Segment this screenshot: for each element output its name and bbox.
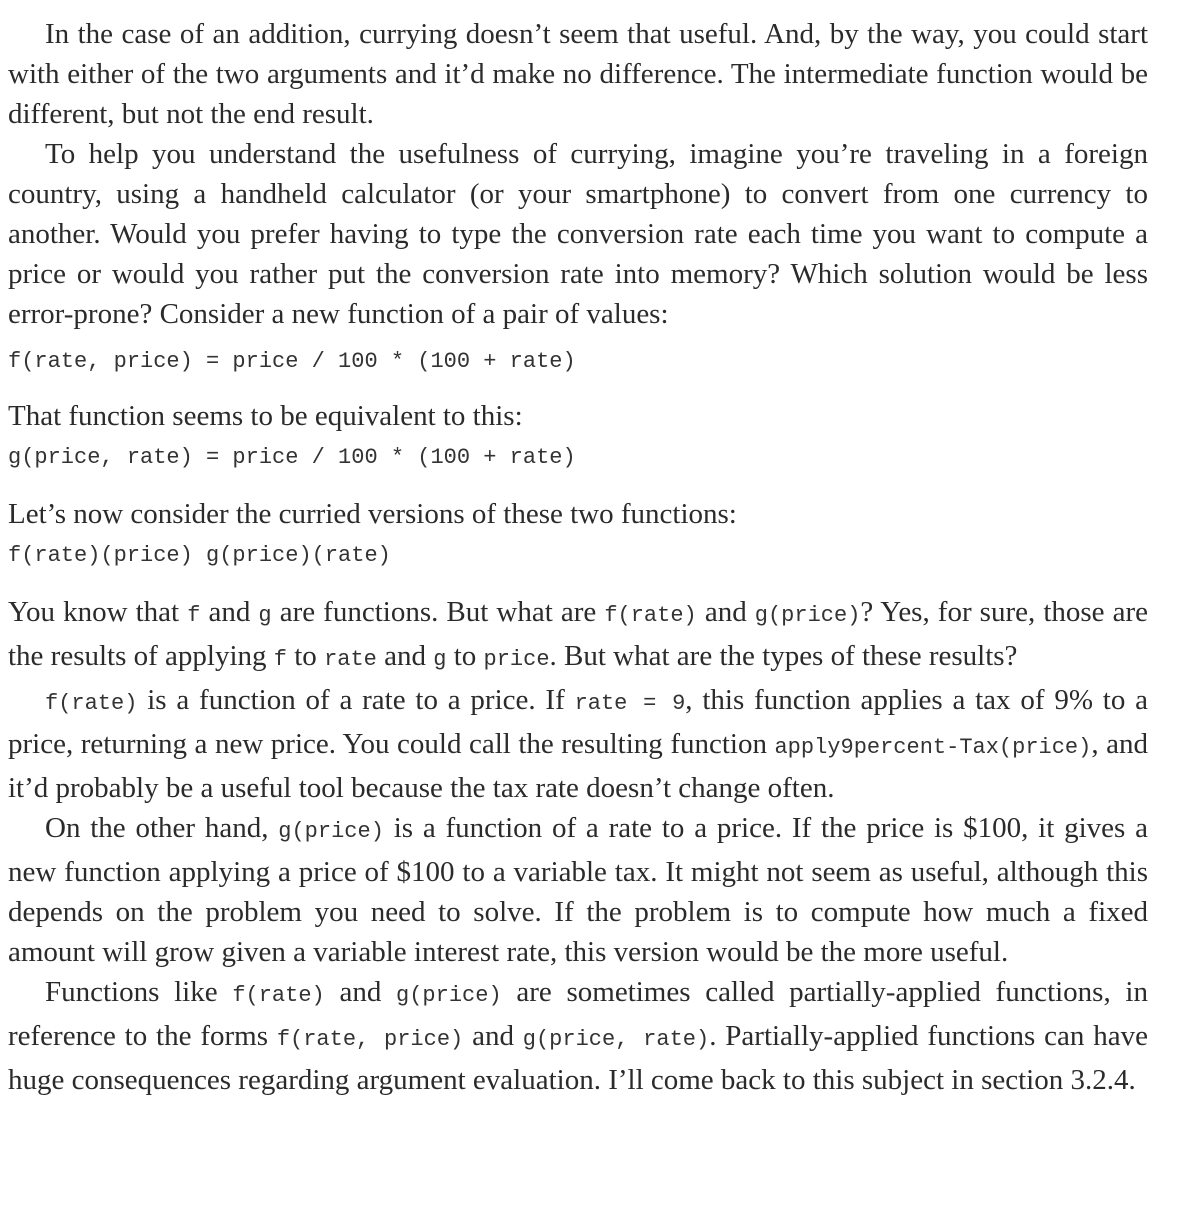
inline-code: f(rate, price) (276, 1027, 464, 1052)
text-run: On the other hand, (45, 812, 279, 844)
text-run: is a function of a rate to a price. If (137, 684, 575, 716)
inline-code: f(rate) (604, 603, 697, 628)
inline-code: rate (324, 647, 377, 672)
inline-code: f (187, 603, 201, 628)
text-run: . But what are the types of these results? (549, 640, 1018, 672)
text-run: to (287, 640, 325, 672)
text-run: ? Yes, for sure, those are the results of applying (8, 596, 1149, 672)
inline-code: price (483, 647, 550, 672)
paragraph-function-types (8, 592, 1148, 680)
code-f-rate-price: f(rate, price) = price / 100 * (100 + rate) (8, 349, 576, 374)
text-run: Functions like (45, 976, 233, 1008)
text-run: , and it’d probably be a useful tool because the tax rate doesn’t change often. (8, 728, 1148, 804)
paragraph-equivalent: That function seems to be equivalent to this: (8, 400, 523, 432)
paragraph-g-price (8, 808, 1148, 972)
text-run: and (200, 596, 259, 628)
text-run: and (463, 1020, 523, 1052)
text-run: You know that (8, 596, 188, 628)
paragraph-currency-example: To help you understand the usefulness of currying, imagine you’re traveling in a foreign country, using a handheld calculator (or your smartphone) to convert from one currency to another. Would you prefer having to type the conversion rate each time you want to compute a price or would you rather put the conversion rate into memory? Which solution would be less error-prone? Consider a new function of a pair of values: (8, 138, 1148, 330)
text-run: and (376, 640, 434, 672)
inline-code: f(rate) (45, 691, 138, 716)
text-run: , this function applies a tax of 9% to a price, returning a new price. You could call the resulting function (8, 684, 1149, 760)
inline-code: g(price) (754, 603, 861, 628)
paragraph-curried-versions: Let’s now consider the curried versions of these two functions: (8, 498, 737, 530)
code-g-price-rate: g(price, rate) = price / 100 * (100 + rate) (8, 445, 576, 470)
text-run: is a function of a rate to a price. If the price is $100, it gives a new function applying a price of $100 to a variable tax. It might not seem as useful, although this depends on the problem you need to solve. If the problem is to compute how much a fixed amount will grow given a variable interest rate, this version would be the more useful. (8, 812, 1148, 968)
paragraph-f-rate (8, 680, 1148, 808)
inline-code: apply9percent-Tax(price) (774, 735, 1092, 760)
text-run: are sometimes called partially-applied functions, in reference to the forms (8, 976, 1148, 1052)
document-page (8, 14, 1148, 1100)
text-run: are functions. But what are (271, 596, 605, 628)
inline-code: f(rate) (232, 983, 325, 1008)
paragraph-partially-applied (8, 972, 1148, 1100)
text-run: and (324, 976, 397, 1008)
inline-code: g(price) (396, 983, 502, 1008)
inline-code: g (258, 603, 272, 628)
inline-code: f (273, 647, 287, 672)
inline-code: g(price, rate) (522, 1027, 710, 1052)
inline-code: g (433, 647, 447, 672)
inline-code: g(price) (278, 819, 384, 844)
code-curried-signatures: f(rate)(price) g(price)(rate) (8, 543, 391, 568)
inline-code: rate = 9 (574, 691, 686, 716)
text-run: to (446, 640, 484, 672)
paragraph-addition: In the case of an addition, currying doesn’t seem that useful. And, by the way, you could start with either of the two arguments and it’d make no difference. The intermediate function would be different, but not the end result. (8, 18, 1148, 130)
text-run: and (696, 596, 755, 628)
text-run: . Partially-applied functions can have huge consequences regarding argument evaluation. I’ll come back to this subject in section 3.2.4. (8, 1020, 1148, 1096)
